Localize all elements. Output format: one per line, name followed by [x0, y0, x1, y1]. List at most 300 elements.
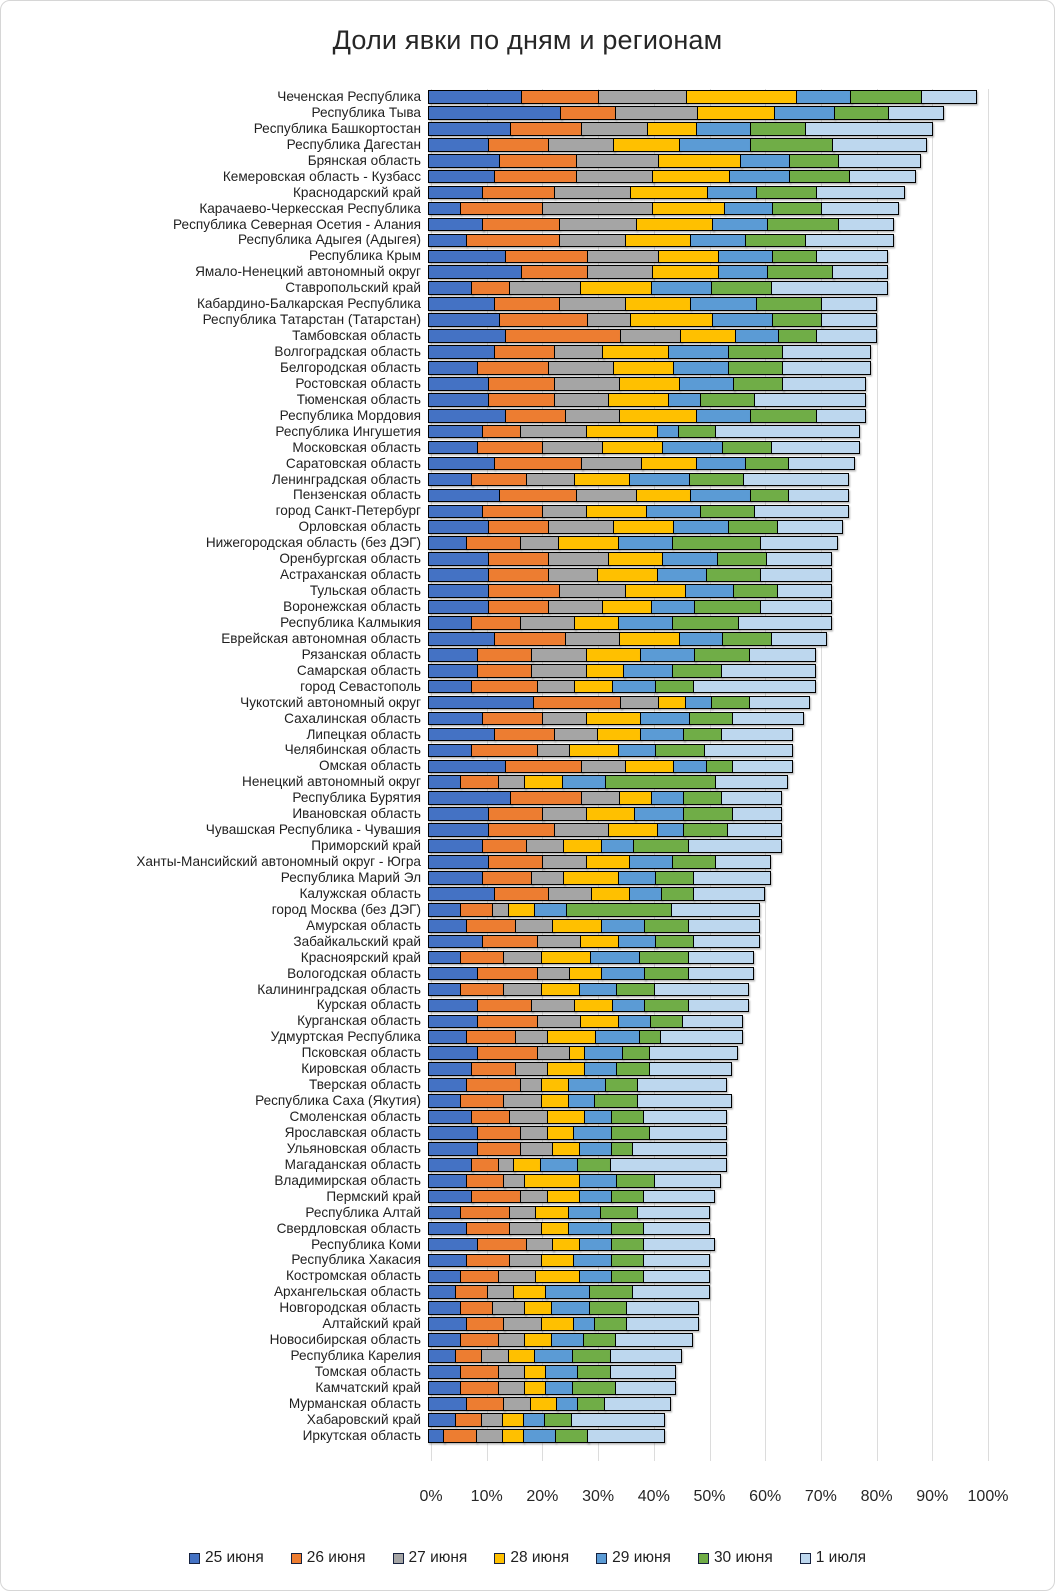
stacked-bar: [428, 377, 864, 391]
bar-segment: [428, 791, 512, 805]
legend-swatch-icon: [494, 1553, 505, 1564]
bar-segment: [535, 1270, 580, 1284]
region-label: Республика Саха (Якутия): [255, 1093, 421, 1109]
bar-segment: [494, 632, 566, 646]
bar-segment: [602, 600, 652, 614]
bar-segment: [586, 648, 642, 662]
bar-segment: [503, 1317, 542, 1331]
bar-segment: [563, 871, 619, 885]
bar-segment: [849, 170, 916, 184]
bar-segment: [626, 1301, 698, 1315]
bar-segment: [574, 473, 630, 487]
region-label: Карачаево-Черкесская Республика: [199, 200, 421, 216]
bar-segment: [572, 1349, 611, 1363]
bar-segment: [428, 568, 489, 582]
bar-segment: [655, 744, 705, 758]
bar-segment: [728, 520, 778, 534]
bar-row: [1, 1141, 1054, 1157]
bar-segment: [643, 1222, 710, 1236]
region-label: Омская область: [319, 758, 421, 774]
bar-segment: [428, 1190, 473, 1204]
bar-segment: [743, 473, 849, 487]
bar-segment: [643, 1254, 710, 1268]
bar-segment: [721, 791, 782, 805]
bar-segment: [581, 760, 626, 774]
bar-row: [1, 1189, 1054, 1205]
region-label: Ненецкий автономный округ: [242, 774, 421, 790]
bar-segment: [796, 90, 852, 104]
bar-row: [1, 695, 1054, 711]
bar-segment: [579, 1174, 618, 1188]
legend: [1, 1549, 1054, 1567]
bar-segment: [610, 1158, 727, 1172]
bar-segment: [503, 1094, 542, 1108]
bar-segment: [428, 425, 484, 439]
bar-row: [1, 997, 1054, 1013]
region-label: Архангельская область: [273, 1284, 421, 1300]
bar-row: [1, 918, 1054, 934]
region-label: Мурманская область: [288, 1395, 421, 1411]
bar-segment: [498, 1270, 537, 1284]
bar-segment: [636, 218, 714, 232]
legend-label: 27 июня: [408, 1549, 468, 1566]
bar-segment: [580, 1015, 619, 1029]
bar-segment: [706, 760, 734, 774]
bar-segment: [494, 728, 555, 742]
bar-row: [1, 1412, 1054, 1428]
legend-swatch-icon: [800, 1553, 811, 1564]
bar-segment: [531, 664, 587, 678]
bar-row: [1, 296, 1054, 312]
region-label: Сахалинская область: [284, 710, 421, 726]
stacked-bar: [428, 90, 976, 104]
region-label: Владимирская область: [274, 1172, 421, 1188]
region-label: Новгородская область: [279, 1300, 421, 1316]
bar-segment: [587, 313, 632, 327]
bar-segment: [722, 441, 772, 455]
bar-segment: [460, 1365, 499, 1379]
bar-row: [1, 1332, 1054, 1348]
bar-row: [1, 1252, 1054, 1268]
bar-segment: [498, 1158, 515, 1172]
bar-row: [1, 854, 1054, 870]
region-label: Иркутская область: [302, 1427, 421, 1443]
bar-segment: [590, 951, 640, 965]
stacked-bar: [428, 951, 753, 965]
region-label: Ханты-Мансийский автономный округ - Югра: [136, 854, 421, 870]
bar-segment: [471, 1062, 516, 1076]
region-label: Пермский край: [326, 1188, 421, 1204]
bar-segment: [696, 122, 752, 136]
bar-segment: [428, 1142, 478, 1156]
region-label: Чеченская Республика: [277, 89, 421, 105]
bar-segment: [482, 505, 543, 519]
bar-row: [1, 392, 1054, 408]
stacked-bar: [428, 903, 759, 917]
bar-segment: [598, 90, 687, 104]
bar-segment: [766, 552, 833, 566]
bar-segment: [460, 903, 493, 917]
region-label: Оренбургская область: [279, 551, 421, 567]
bar-row: [1, 679, 1054, 695]
bar-segment: [563, 839, 602, 853]
bar-segment: [750, 489, 789, 503]
bar-segment: [745, 234, 806, 248]
bar-row: [1, 982, 1054, 998]
bar-segment: [466, 1254, 511, 1268]
bar-segment: [630, 186, 708, 200]
bar-segment: [690, 489, 751, 503]
bar-segment: [604, 1397, 671, 1411]
bar-segment: [534, 1349, 573, 1363]
bar-row: [1, 806, 1054, 822]
region-label: Ульяновская область: [286, 1140, 421, 1156]
x-tick-label: 40%: [637, 1488, 670, 1505]
bar-segment: [693, 680, 816, 694]
bar-segment: [597, 568, 658, 582]
bar-segment: [715, 775, 787, 789]
bar-row: [1, 137, 1054, 153]
bar-segment: [581, 457, 642, 471]
stacked-bar: [428, 807, 781, 821]
bar-segment: [750, 138, 834, 152]
bar-segment: [559, 218, 637, 232]
bar-segment: [547, 1030, 597, 1044]
bar-segment: [537, 680, 576, 694]
bar-row: [1, 1173, 1054, 1189]
bar-row: [1, 89, 1054, 105]
bar-segment: [657, 425, 679, 439]
bar-segment: [498, 1381, 526, 1395]
bar-segment: [782, 345, 871, 359]
bar-segment: [471, 680, 538, 694]
bar-segment: [508, 1349, 536, 1363]
bar-segment: [428, 712, 484, 726]
bar-segment: [718, 250, 774, 264]
stacked-bar: [428, 536, 837, 550]
bar-segment: [428, 951, 461, 965]
stacked-bar: [428, 505, 848, 519]
bar-segment: [657, 823, 685, 837]
bar-segment: [850, 90, 922, 104]
bar-segment: [494, 297, 561, 311]
bar-segment: [568, 1078, 607, 1092]
bar-segment: [595, 1030, 640, 1044]
bar-segment: [605, 1078, 638, 1092]
bar-row: [1, 870, 1054, 886]
bar-segment: [576, 170, 654, 184]
bar-row: [1, 169, 1054, 185]
bar-segment: [542, 441, 603, 455]
bar-row: [1, 1380, 1054, 1396]
bar-segment: [534, 903, 567, 917]
bar-segment: [428, 760, 506, 774]
bar-segment: [619, 791, 652, 805]
bar-segment: [494, 457, 583, 471]
bar-segment: [805, 122, 933, 136]
bar-segment: [579, 1238, 612, 1252]
stacked-bar: [428, 1349, 681, 1363]
stacked-bar: [428, 441, 859, 455]
bar-segment: [646, 505, 702, 519]
region-label: Республика Дагестан: [286, 136, 421, 152]
bar-segment: [640, 728, 685, 742]
bar-segment: [728, 361, 784, 375]
bar-segment: [680, 329, 736, 343]
bar-segment: [537, 1015, 582, 1029]
bar-segment: [672, 616, 739, 630]
bar-segment: [547, 1126, 575, 1140]
bar-segment: [706, 568, 762, 582]
bar-segment: [466, 1030, 516, 1044]
region-label: Республика Калмыкия: [280, 614, 421, 630]
bar-segment: [613, 520, 674, 534]
region-label: Рязанская область: [301, 646, 421, 662]
bar-row: [1, 902, 1054, 918]
bar-segment: [548, 138, 615, 152]
bar-segment: [498, 1333, 526, 1347]
bar-segment: [509, 1206, 537, 1220]
region-label: Республика Карелия: [290, 1348, 421, 1364]
stacked-bar: [428, 712, 803, 726]
bar-row: [1, 1093, 1054, 1109]
bar-segment: [637, 1078, 726, 1092]
bar-segment: [569, 744, 619, 758]
region-label: Калужская область: [299, 885, 421, 901]
bar-segment: [640, 648, 696, 662]
bar-segment: [503, 983, 542, 997]
bar-segment: [428, 154, 500, 168]
legend-swatch-icon: [291, 1553, 302, 1564]
stacked-bar: [428, 1429, 664, 1443]
bar-segment: [428, 1222, 467, 1236]
bar-segment: [615, 1333, 693, 1347]
bar-segment: [685, 696, 713, 710]
bar-segment: [542, 202, 653, 216]
bar-segment: [428, 967, 478, 981]
bar-segment: [428, 823, 489, 837]
bar-row: [1, 472, 1054, 488]
bar-segment: [668, 345, 729, 359]
bar-segment: [428, 632, 495, 646]
bar-segment: [611, 1270, 644, 1284]
bar-segment: [625, 234, 692, 248]
stacked-bar: [428, 1030, 742, 1044]
bar-row: [1, 344, 1054, 360]
bar-segment: [600, 1206, 639, 1220]
bar-row: [1, 264, 1054, 280]
bar-segment: [618, 871, 657, 885]
bar-segment: [428, 871, 484, 885]
stacked-bar: [428, 1174, 720, 1188]
x-tick-label: 90%: [916, 1488, 949, 1505]
bar-segment: [521, 265, 588, 279]
bar-segment: [579, 983, 618, 997]
bar-segment: [565, 409, 621, 423]
bar-segment: [690, 297, 757, 311]
bar-segment: [611, 1190, 644, 1204]
bar-segment: [503, 1397, 531, 1411]
bar-segment: [711, 281, 772, 295]
region-label: Челябинская область: [284, 742, 421, 758]
stacked-bar: [428, 138, 926, 152]
bar-segment: [612, 999, 645, 1013]
bar-segment: [733, 377, 783, 391]
bar-segment: [678, 425, 717, 439]
stacked-bar: [428, 1365, 675, 1379]
bar-segment: [545, 1365, 578, 1379]
bar-segment: [574, 616, 619, 630]
bar-segment: [565, 632, 621, 646]
bar-segment: [644, 967, 689, 981]
bar-segment: [477, 1015, 538, 1029]
bar-segment: [696, 409, 752, 423]
bar-segment: [644, 919, 689, 933]
bar-segment: [428, 1046, 478, 1060]
bar-segment: [428, 409, 506, 423]
stacked-bar: [428, 122, 931, 136]
bar-segment: [732, 760, 793, 774]
legend-label: 26 июня: [306, 1549, 366, 1566]
bar-segment: [788, 489, 849, 503]
bar-segment: [760, 600, 832, 614]
bar-segment: [526, 1238, 554, 1252]
bar-segment: [477, 1238, 527, 1252]
bar-segment: [513, 1285, 546, 1299]
bar-segment: [460, 1301, 493, 1315]
bar-segment: [711, 696, 750, 710]
bar-segment: [548, 600, 604, 614]
bar-segment: [477, 1142, 522, 1156]
bar-segment: [471, 1158, 499, 1172]
stacked-bar: [428, 250, 887, 264]
bar-segment: [554, 186, 632, 200]
bar-row: [1, 328, 1054, 344]
bar-segment: [481, 1349, 509, 1363]
x-tick-label: 100%: [967, 1488, 1009, 1505]
bar-segment: [494, 345, 555, 359]
bar-segment: [660, 1030, 744, 1044]
bar-segment: [772, 313, 822, 327]
bar-row: [1, 217, 1054, 233]
bar-segment: [654, 1174, 721, 1188]
bar-segment: [541, 1317, 574, 1331]
bar-segment: [688, 839, 783, 853]
bar-segment: [694, 600, 761, 614]
bar-segment: [613, 361, 674, 375]
bar-segment: [428, 361, 478, 375]
legend-label: 25 июня: [204, 1549, 264, 1566]
bar-segment: [586, 712, 642, 726]
bar-segment: [654, 983, 749, 997]
region-label: Орловская область: [298, 519, 421, 535]
bar-segment: [760, 568, 832, 582]
bar-segment: [428, 441, 478, 455]
stacked-bar: [428, 202, 898, 216]
bar-segment: [672, 855, 717, 869]
stacked-bar: [428, 1301, 697, 1315]
stacked-bar: [428, 1317, 697, 1331]
bar-segment: [643, 1190, 715, 1204]
bar-segment: [460, 1333, 499, 1347]
bar-segment: [611, 1222, 644, 1236]
stacked-bar: [428, 648, 814, 662]
region-label: город Санкт-Петербург: [275, 503, 421, 519]
bar-segment: [772, 202, 822, 216]
bar-segment: [637, 1094, 732, 1108]
bar-segment: [559, 234, 626, 248]
bar-segment: [520, 1078, 542, 1092]
stacked-bar: [428, 1142, 725, 1156]
bar-segment: [789, 154, 839, 168]
bar-segment: [555, 1429, 588, 1443]
bar-segment: [428, 170, 495, 184]
stacked-bar: [428, 186, 903, 200]
bar-segment: [498, 775, 526, 789]
bar-segment: [455, 1413, 483, 1427]
stacked-bar: [428, 855, 770, 869]
region-label: Республика Ингушетия: [275, 423, 421, 439]
bar-segment: [556, 1397, 578, 1411]
bar-segment: [428, 983, 461, 997]
bar-segment: [513, 1158, 541, 1172]
bar-segment: [618, 1015, 651, 1029]
bar-segment: [520, 616, 576, 630]
bar-segment: [580, 281, 652, 295]
bar-row: [1, 1157, 1054, 1173]
bar-segment: [428, 1238, 478, 1252]
bar-row: [1, 774, 1054, 790]
stacked-bar: [428, 823, 781, 837]
bar-segment: [503, 1174, 525, 1188]
bar-segment: [661, 887, 694, 901]
bar-segment: [715, 855, 771, 869]
bar-segment: [428, 1413, 456, 1427]
bar-segment: [482, 425, 521, 439]
bar-segment: [428, 839, 484, 853]
bar-row: [1, 790, 1054, 806]
bar-segment: [531, 648, 587, 662]
bar-segment: [428, 520, 489, 534]
bar-segment: [618, 935, 657, 949]
bar-segment: [428, 218, 484, 232]
bar-segment: [834, 106, 890, 120]
bar-segment: [679, 632, 724, 646]
stacked-bar: [428, 154, 920, 168]
bar-segment: [732, 712, 804, 726]
bar-segment: [537, 1046, 570, 1060]
bar-row: [1, 1316, 1054, 1332]
legend-item: [494, 1549, 569, 1567]
bar-segment: [838, 218, 894, 232]
bar-row: [1, 758, 1054, 774]
bar-segment: [584, 1062, 617, 1076]
bar-segment: [509, 1254, 542, 1268]
bar-segment: [651, 281, 712, 295]
region-label: Республика Северная Осетия - Алания: [173, 216, 421, 232]
bar-segment: [693, 935, 760, 949]
stacked-bar: [428, 935, 759, 949]
legend-swatch-icon: [596, 1553, 607, 1564]
bar-segment: [616, 1062, 649, 1076]
region-label: Саратовская область: [285, 455, 421, 471]
bar-segment: [541, 1094, 569, 1108]
bar-segment: [756, 297, 823, 311]
bar-segment: [611, 1142, 633, 1156]
bar-segment: [637, 1206, 709, 1220]
bar-segment: [428, 1301, 461, 1315]
bar-segment: [488, 807, 544, 821]
